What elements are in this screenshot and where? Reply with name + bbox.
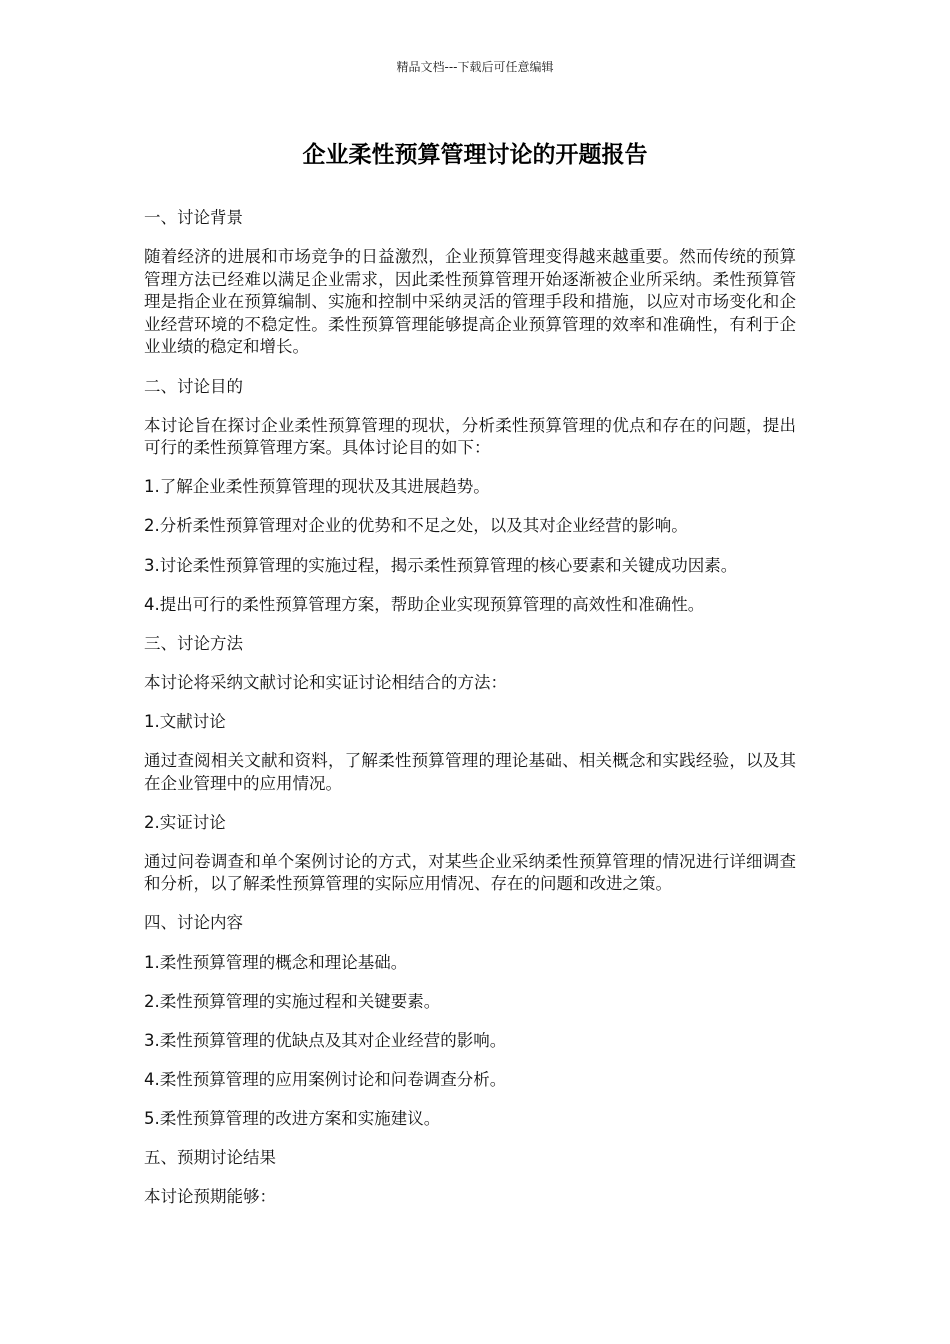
- section-heading-expected-results: 五、预期讨论结果: [144, 1148, 276, 1168]
- content-item-2: 2.柔性预算管理的实施过程和关键要素。: [144, 991, 441, 1011]
- section-heading-background: 一、讨论背景: [144, 208, 243, 227]
- header-note: 精品文档---下载后可任意编辑: [396, 60, 554, 74]
- paragraph-background: 随着经济的进展和市场竞争的日益激烈，企业预算管理变得越来越重要。然而传统的预算管理方法已经难以满足企业需求，因此柔性预算管理开始逐渐被企业所采纳。柔性预算管理是指企业在预算编制、实施和控制中采纳灵活的管理手段和措施，以应对市场变化和企业经营环境的不稳定性。柔性预算管理能够提高企业预算管理的效率和准确性，有利于企业业绩的稳定和增长。: [144, 247, 796, 357]
- content-item-5: 5.柔性预算管理的改进方案和实施建议。: [144, 1108, 441, 1128]
- paragraph-empirical: 通过问卷调查和单个案例讨论的方式，对某些企业采纳柔性预算管理的情况进行详细调查和分析，以了解柔性预算管理的实际应用情况、存在的问题和改进之策。: [144, 851, 796, 894]
- method-item-2: 2.实证讨论: [144, 812, 226, 832]
- content-item-4: 4.柔性预算管理的应用案例讨论和问卷调查分析。: [144, 1069, 507, 1089]
- paragraph-method: 本讨论将采纳文献讨论和实证讨论相结合的方法：: [144, 672, 507, 692]
- content-item-3: 3.柔性预算管理的优缺点及其对企业经营的影响。: [144, 1030, 507, 1050]
- method-item-1: 1.文献讨论: [144, 711, 226, 731]
- purpose-item-4: 4.提出可行的柔性预算管理方案，帮助企业实现预算管理的高效性和准确性。: [144, 594, 705, 614]
- purpose-item-2: 2.分析柔性预算管理对企业的优势和不足之处，以及其对企业经营的影响。: [144, 516, 688, 536]
- section-heading-content: 四、讨论内容: [144, 913, 243, 933]
- paragraph-literature: 通过查阅相关文献和资料，了解柔性预算管理的理论基础、相关概念和实践经验，以及其在企业管理中的应用情况。: [144, 751, 796, 793]
- section-heading-method: 三、讨论方法: [144, 633, 243, 653]
- purpose-item-1: 1.了解企业柔性预算管理的现状及其进展趋势。: [144, 477, 490, 497]
- document-body: [144, 207, 796, 1225]
- paragraph-expected-results: 本讨论预期能够：: [144, 1187, 276, 1207]
- paragraph-purpose: 本讨论旨在探讨企业柔性预算管理的现状，分析柔性预算管理的优点和存在的问题，提出可行的柔性预算管理方案。具体讨论目的如下：: [144, 415, 796, 458]
- purpose-item-3: 3.讨论柔性预算管理的实施过程，揭示柔性预算管理的核心要素和关键成功因素。: [144, 555, 738, 575]
- document-title: 企业柔性预算管理讨论的开题报告: [302, 142, 648, 168]
- content-item-1: 1.柔性预算管理的概念和理论基础。: [144, 952, 408, 972]
- section-heading-purpose: 二、讨论目的: [144, 376, 243, 396]
